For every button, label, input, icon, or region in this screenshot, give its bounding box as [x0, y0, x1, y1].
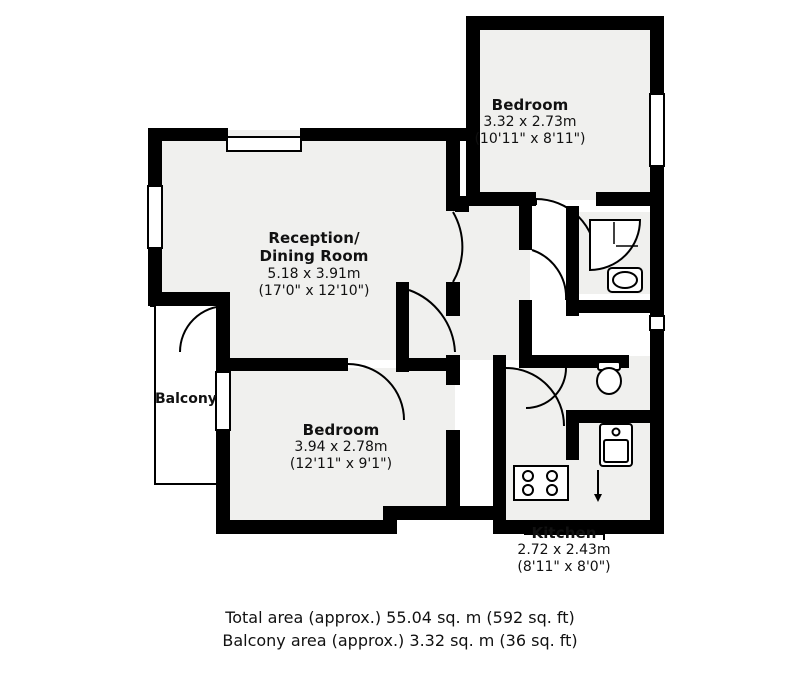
room-dims-imperial: (17'0" x 12'10") — [258, 282, 370, 299]
label-balcony: Balcony — [155, 391, 217, 407]
room-label-kitchen — [464, 524, 664, 576]
room-dims-metric: 2.72 x 2.43m — [517, 542, 611, 559]
room-name: Bedroom — [302, 421, 380, 439]
room-name-line1: Reception/ — [268, 229, 360, 247]
room-label-bedroom-top — [430, 96, 630, 148]
room-label-reception-dining — [214, 229, 414, 300]
footer-areas — [0, 606, 800, 652]
balcony-area-text: Balcony area (approx.) 3.32 sq. m (36 sq. ft) — [222, 631, 578, 650]
room-name-line2: Dining Room — [259, 247, 369, 266]
total-area-text: Total area (approx.) 55.04 sq. m (592 sq. ft) — [225, 608, 575, 627]
room-dims-metric: 3.94 x 2.78m — [294, 439, 388, 456]
room-dims-imperial: (8'11" x 8'0") — [517, 559, 611, 576]
room-dims-metric: 5.18 x 3.91m — [267, 265, 361, 282]
room-dims-imperial: (12'11" x 9'1") — [289, 456, 393, 473]
room-name: Kitchen — [531, 524, 597, 542]
room-name: Bedroom — [491, 96, 569, 114]
room-label-bedroom-bottom — [241, 421, 441, 473]
room-dims-metric: 3.32 x 2.73m — [483, 114, 577, 131]
room-dims-imperial: (10'11" x 8'11") — [474, 131, 586, 148]
